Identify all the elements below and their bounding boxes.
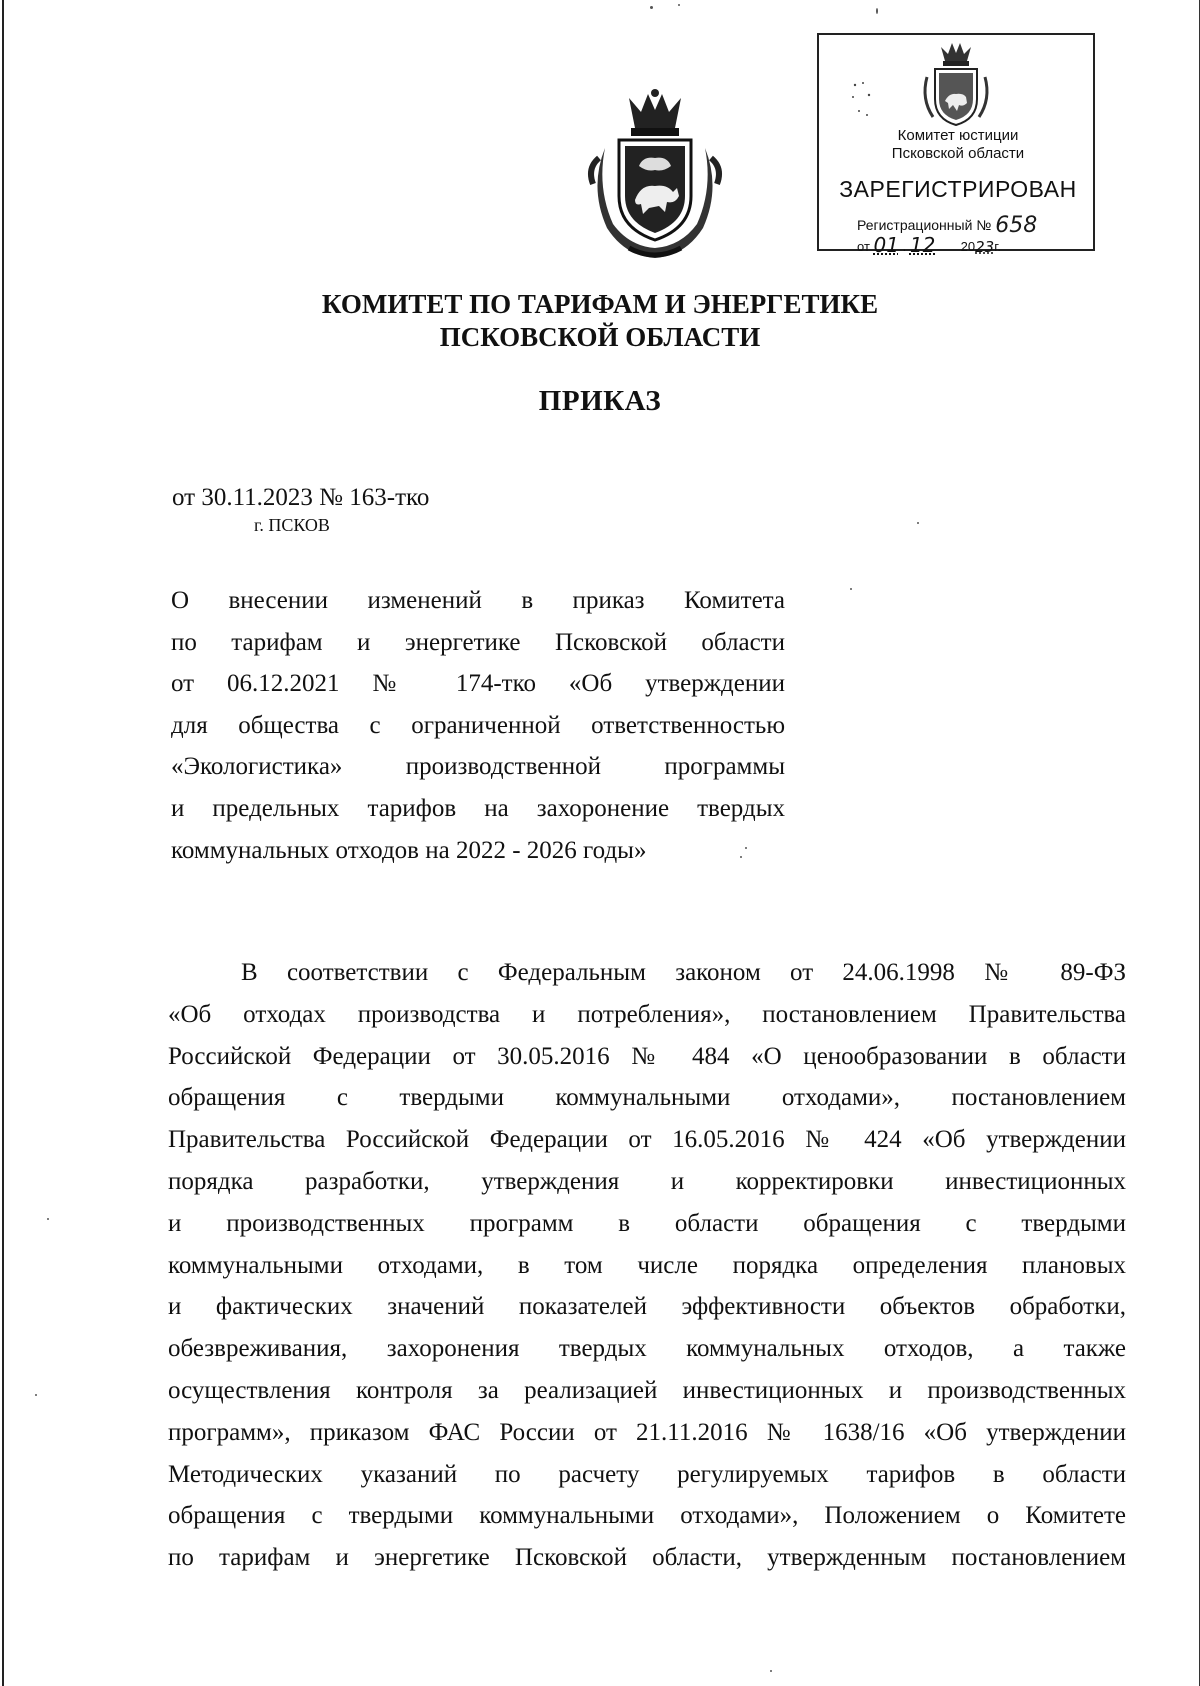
scan-speck	[35, 1394, 37, 1396]
scan-speck	[678, 4, 680, 6]
body-line: В соответствии с Федеральным законом от 24.06.1998 № 89-ФЗ	[241, 959, 1126, 986]
body-line: обращения с твердыми коммунальными отходами», Положением о Комитете	[168, 1502, 1126, 1530]
body-line: Российской Федерации от 30.05.2016 № 484 «О ценообразовании в области	[168, 1042, 1126, 1070]
document-number: от 30.11.2023 № 163-тко	[172, 484, 430, 511]
stamp-date-month: 12	[909, 233, 936, 257]
stamp-reg-number: 658	[995, 213, 1038, 238]
body-line: по тарифам и энергетике Псковской области, утвержденным постановлением	[168, 1544, 1126, 1572]
body-line: порядка разработки, утверждения и корректировки инвестиционных	[168, 1167, 1126, 1195]
scan-speck	[917, 522, 919, 524]
scan-speck	[650, 6, 653, 9]
scan-speck	[876, 8, 878, 14]
scan-speck	[745, 847, 747, 849]
subject-line: «Экологистика» производственной программы	[171, 753, 785, 781]
stamp-noise-dots	[849, 75, 899, 125]
body-line: и производственных программ в области обращения с твердыми	[168, 1209, 1126, 1237]
stamp-reg-label: Регистрационный №	[857, 217, 992, 233]
body-line: Правительства Российской Федерации от 16.05.2016 № 424 «Об утверждении	[168, 1126, 1126, 1154]
body-line: обезвреживания, захоронения твердых коммунальных отходов, а также	[168, 1335, 1126, 1363]
stamp-status: ЗАРЕГИСТРИРОВАН	[839, 176, 1077, 202]
subject-line: О внесении изменений в приказ Комитета	[171, 587, 785, 614]
stamp-date-suffix: г.	[994, 239, 1001, 254]
body-line: обращения с твердыми коммунальными отходами», постановлением	[168, 1084, 1126, 1112]
document-type: ПРИКАЗ	[538, 385, 662, 417]
stamp-org-line1: Комитет юстиции	[897, 127, 1019, 144]
stamp-date-day: 01	[873, 233, 899, 257]
org-title-line1: КОМИТЕТ ПО ТАРИФАМ И ЭНЕРГЕТИКЕ	[321, 289, 879, 319]
body-line: Методических указаний по расчету регулируемых тарифов в области	[168, 1460, 1126, 1488]
stamp-date-year-hand: 23	[975, 238, 995, 256]
stamp-emblem-icon	[919, 39, 993, 129]
stamp-date-prefix: от	[857, 239, 870, 254]
document-body	[168, 952, 1126, 1579]
subject-line: и предельных тарифов на захоронение твердых	[171, 794, 785, 822]
subject-line: от 06.12.2021 № 174-тко «Об утверждении	[171, 670, 785, 698]
document-subject	[171, 580, 785, 871]
subject-line: по тарифам и энергетике Псковской области	[171, 628, 785, 656]
scan-left-edge	[2, 0, 4, 1686]
stamp-org-line2: Псковской области	[891, 145, 1025, 162]
subject-line: для общества с ограниченной ответственностью	[171, 711, 785, 739]
subject-line: коммунальных отходов на 2022 - 2026 годы»	[171, 836, 647, 864]
registration-stamp	[817, 33, 1095, 257]
scan-speck	[47, 1218, 49, 1220]
document-city: г. ПСКОВ	[254, 515, 330, 535]
body-line: и фактических значений показателей эффективности объектов обработки,	[168, 1293, 1126, 1321]
scan-speck	[740, 856, 742, 858]
org-title-line2: ПСКОВСКОЙ ОБЛАСТИ	[439, 322, 761, 352]
stamp-date-line: от 01 . 12 2023г.	[857, 233, 1001, 257]
coat-of-arms-icon	[585, 88, 725, 260]
scan-speck	[850, 588, 852, 590]
scan-speck	[770, 1670, 772, 1672]
body-line: осуществления контроля за реализацией инвестиционных и производственных	[168, 1376, 1126, 1404]
body-line: коммунальными отходами, в том числе порядка определения плановых	[168, 1251, 1126, 1279]
body-line: программ», приказом ФАС России от 21.11.2016 № 1638/16 «Об утверждении	[168, 1418, 1126, 1446]
body-line: «Об отходах производства и потребления», постановлением Правительства	[168, 1000, 1126, 1028]
stamp-date-year-prefix: 20	[960, 239, 976, 254]
